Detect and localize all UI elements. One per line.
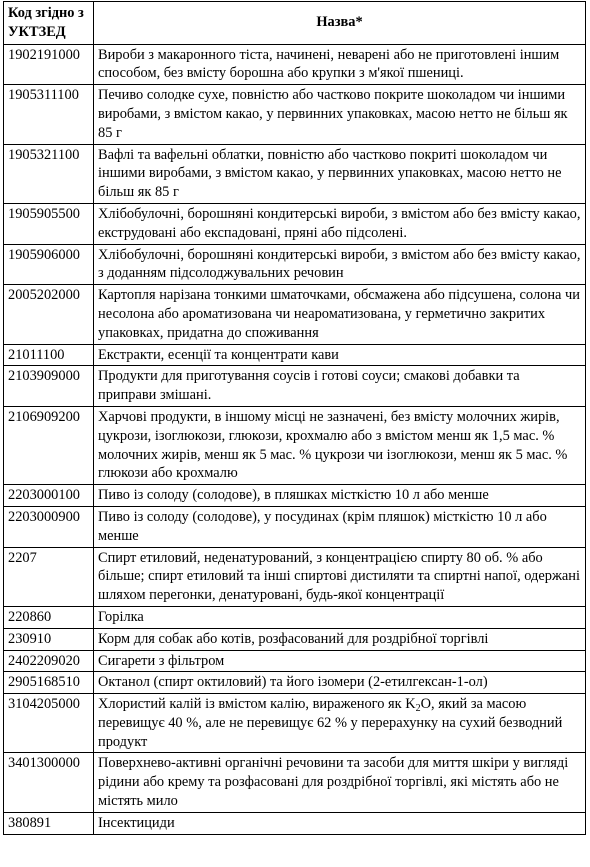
product-name: Сигарети з фільтром xyxy=(94,650,586,672)
uktzed-code: 2203000900 xyxy=(4,506,94,547)
table-row xyxy=(4,366,586,407)
uktzed-code: 230910 xyxy=(4,628,94,650)
product-name: Октанол (спирт октиловий) та його ізомери (2-етилгексан-1-ол) xyxy=(94,672,586,694)
table-row xyxy=(4,485,586,507)
uktzed-code: 2905168510 xyxy=(4,672,94,694)
uktzed-code: 2103909000 xyxy=(4,366,94,407)
table-row xyxy=(4,606,586,628)
product-name: Хлібобулочні, борошняні кондитерські вироби, з вмістом або без вмісту какао, з доданням підсолоджувальних речовин xyxy=(94,244,586,285)
uktzed-code: 2402209020 xyxy=(4,650,94,672)
code-column-header: Код згідно з УКТЗЕД xyxy=(4,2,94,45)
product-name: Спирт етиловий, неденатурований, з концентрацією спирту 80 об. % або більше; спирт етиловий та інші спиртові дистиляти та спиртні напої, одержані шляхом перегонки, денатуровані, будь-якої концентрації xyxy=(94,547,586,606)
uktzed-code: 2106909200 xyxy=(4,406,94,484)
uktzed-code: 3401300000 xyxy=(4,753,94,812)
uktzed-code: 1902191000 xyxy=(4,44,94,85)
uktzed-code: 1905311100 xyxy=(4,85,94,144)
product-name xyxy=(94,694,586,753)
table-row xyxy=(4,547,586,606)
product-name: Горілка xyxy=(94,606,586,628)
subscript-digit: 2 xyxy=(415,703,421,715)
product-name: Печиво солодке сухе, повністю або частково покрите шоколадом чи іншими виробами, з вмістом какао, у первинних упаковках, масою нетто не більш як 85 г xyxy=(94,85,586,144)
uktzed-code: 1905906000 xyxy=(4,244,94,285)
uktzed-code: 2207 xyxy=(4,547,94,606)
uktzed-code: 2203000100 xyxy=(4,485,94,507)
product-name-part: Хлористий калій із вмістом калію, вираженого як K xyxy=(98,696,416,713)
name-column-header: Назва* xyxy=(94,2,586,45)
table-row xyxy=(4,812,586,834)
uktzed-code: 380891 xyxy=(4,812,94,834)
uktzed-code: 21011100 xyxy=(4,344,94,366)
table-row xyxy=(4,406,586,484)
table-row xyxy=(4,144,586,203)
product-name: Пиво із солоду (солодове), в пляшках місткістю 10 л або менше xyxy=(94,485,586,507)
table-row xyxy=(4,285,586,344)
table-row xyxy=(4,628,586,650)
table-header-row xyxy=(4,2,586,45)
table-row xyxy=(4,694,586,753)
product-name: Вироби з макаронного тіста, начинені, неварені або не приготовлені іншим способом, без вмісту борошна або крупки з м'якої пшениці. xyxy=(94,44,586,85)
table-row xyxy=(4,203,586,244)
table-row xyxy=(4,44,586,85)
product-name: Корм для собак або котів, розфасований для роздрібної торгівлі xyxy=(94,628,586,650)
table-row xyxy=(4,672,586,694)
product-name: Інсектициди xyxy=(94,812,586,834)
table-row xyxy=(4,650,586,672)
product-name: Продукти для приготування соусів і готові соуси; смакові добавки та приправи змішані. xyxy=(94,366,586,407)
goods-table xyxy=(3,1,586,835)
table-row xyxy=(4,85,586,144)
product-name: Вафлі та вафельні облатки, повністю або частково покриті шоколадом чи іншими виробами, з вмістом какао, у первинних упаковках, масою нетто не більш як 85 г xyxy=(94,144,586,203)
uktzed-code: 220860 xyxy=(4,606,94,628)
product-name: Пиво із солоду (солодове), у посудинах (крім пляшок) місткістю 10 л або менше xyxy=(94,506,586,547)
uktzed-code: 1905321100 xyxy=(4,144,94,203)
table-row xyxy=(4,753,586,812)
product-name: Поверхнево-активні органічні речовини та засоби для миття шкіри у вигляді рідини або крему та розфасовані для роздрібної торгівлі, які містять або не містять мило xyxy=(94,753,586,812)
table-row xyxy=(4,344,586,366)
uktzed-code: 3104205000 xyxy=(4,694,94,753)
table-row xyxy=(4,506,586,547)
product-name: Екстракти, есенції та концентрати кави xyxy=(94,344,586,366)
uktzed-code: 2005202000 xyxy=(4,285,94,344)
product-name: Харчові продукти, в іншому місці не зазначені, без вмісту молочних жирів, цукрози, ізоглюкози, глюкози, крохмалю або з вмістом менш як 1,5 мас. % молочних жирів, менш як 5 мас. % цукрози чи ізоглюкози, менш як 5 мас. % глюкози або крохмалю xyxy=(94,406,586,484)
product-name: Хлібобулочні, борошняні кондитерські вироби, з вмістом або без вмісту какао, екструдовані або експадовані, пряні або підсолені. xyxy=(94,203,586,244)
product-name: Картопля нарізана тонкими шматочками, обсмажена або підсушена, солона чи несолона або ароматизована чи неароматизована, у герметично закритих упаковках, придатна до споживання xyxy=(94,285,586,344)
product-name-part: O, який за масою перевищує 40 %, але не перевищує 62 % у перерахунку на сухий безводний продукт xyxy=(98,696,563,750)
table-row xyxy=(4,244,586,285)
uktzed-code: 1905905500 xyxy=(4,203,94,244)
